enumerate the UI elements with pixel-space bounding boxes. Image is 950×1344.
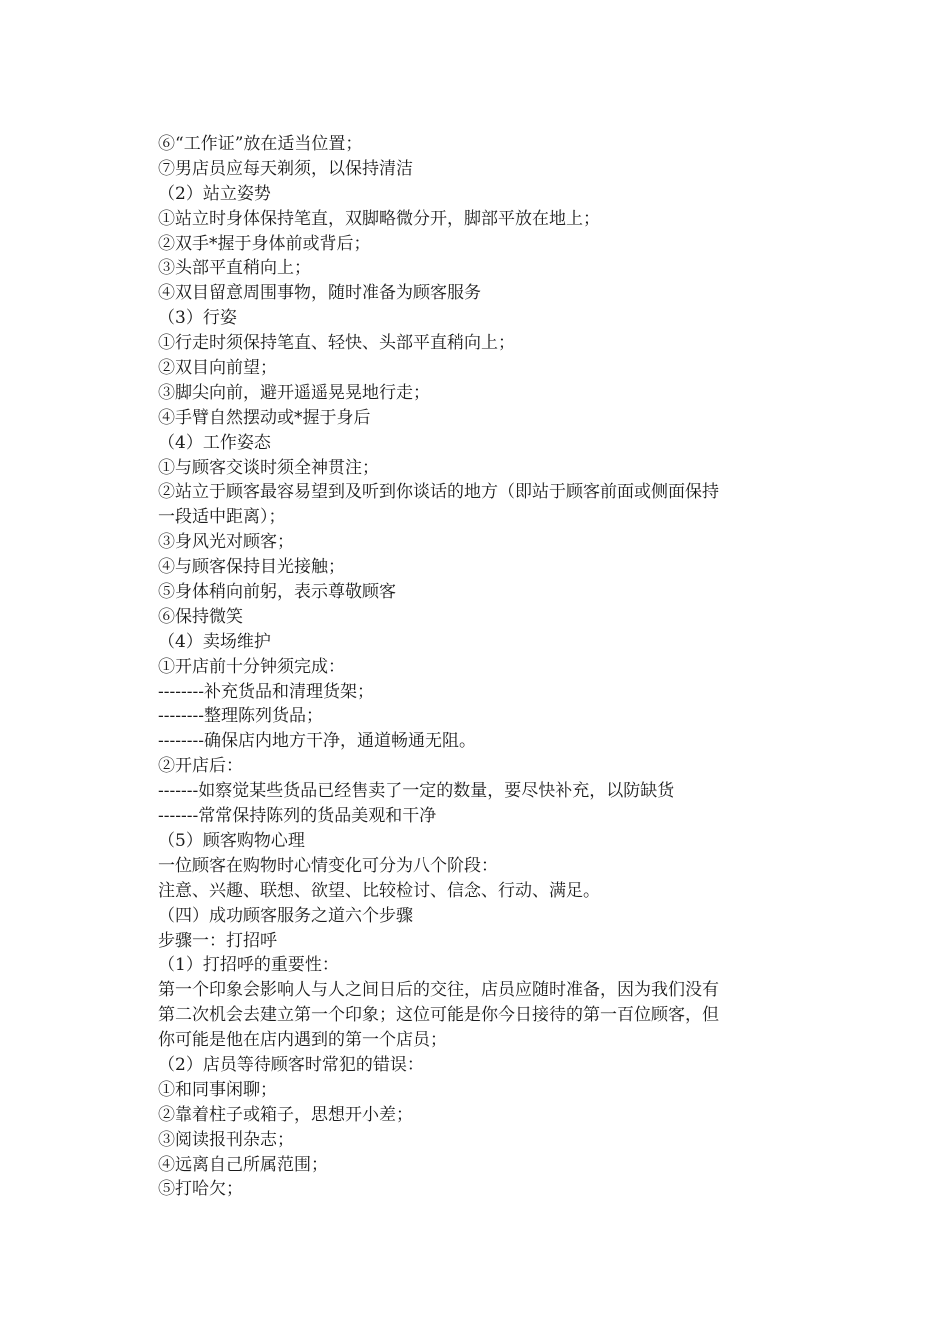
text-line: 步骤一：打招呼: [158, 930, 277, 951]
text-line: ⑤打哈欠；: [158, 1179, 243, 1200]
text-line: ③身风光对顾客；: [158, 532, 294, 553]
text-line: ②双手*握于身体前或背后；: [158, 233, 371, 254]
text-line: 注意、兴趣、联想、欲望、比较检讨、信念、行动、满足。: [158, 880, 600, 901]
text-line: ⑥保持微笑: [158, 606, 243, 627]
text-line: -------常常保持陈列的货品美观和干净: [158, 806, 437, 827]
text-line: ⑥“工作证”放在适当位置；: [158, 134, 363, 154]
text-line: ③头部平直稍向上；: [158, 258, 311, 279]
text-line: 一位顾客在购物时心情变化可分为八个阶段：: [158, 855, 498, 876]
text-line: ④双目留意周围事物，随时准备为顾客服务: [158, 283, 481, 304]
section-heading: （3）行姿: [158, 308, 237, 329]
document-body: [158, 132, 798, 1202]
text-line: --------补充货品和清理货架；: [158, 681, 374, 702]
text-line: -------如察觉某些货品已经售卖了一定的数量，要尽快补充，以防缺货: [158, 781, 675, 802]
text-line: ①和同事闲聊；: [158, 1079, 277, 1100]
text-line: ③脚尖向前，避开遥遥晃晃地行走；: [158, 382, 430, 403]
text-line: --------确保店内地方干净，通道畅通无阻。: [158, 731, 476, 752]
text-line: ①开店前十分钟须完成：: [158, 656, 345, 677]
text-line: ①站立时身体保持笔直，双脚略微分开，脚部平放在地上；: [158, 208, 600, 229]
text-line: ①与顾客交谈时须全神贯注；: [158, 457, 379, 478]
text-line: ④与顾客保持目光接触；: [158, 557, 345, 578]
text-line: 第一个印象会影响人与人之间日后的交往，店员应随时准备，因为我们没有: [158, 980, 719, 1001]
section-heading: （2）站立姿势: [158, 183, 271, 204]
text-line: ④远离自己所属范围；: [158, 1154, 328, 1175]
text-line: ②开店后：: [158, 756, 243, 777]
text-line: ⑤身体稍向前躬，表示尊敬顾客: [158, 582, 396, 603]
section-heading: （5）顾客购物心理: [158, 830, 305, 851]
text-line: ④手臂自然摆动或*握于身后: [158, 407, 371, 428]
section-heading: （4）卖场维护: [158, 631, 271, 652]
text-line: ③阅读报刊杂志；: [158, 1129, 294, 1150]
text-line: ②双目向前望；: [158, 358, 277, 379]
section-heading: （2）店员等待顾客时常犯的错误：: [158, 1054, 424, 1075]
text-line: ②靠着柱子或箱子，思想开小差；: [158, 1104, 413, 1125]
text-line: --------整理陈列货品；: [158, 706, 323, 727]
section-heading: （1）打招呼的重要性：: [158, 955, 339, 976]
text-line: ②站立于顾客最容易望到及听到你谈话的地方（即站于顾客前面或侧面保持: [158, 482, 719, 503]
text-line: 你可能是他在店内遇到的第一个店员；: [158, 1030, 447, 1051]
text-line: 一段适中距离）；: [158, 507, 286, 528]
text-line: 第二次机会去建立第一个印象；这位可能是你今日接待的第一百位顾客，但: [158, 1005, 719, 1026]
section-heading: （4）工作姿态: [158, 432, 271, 453]
text-line: ①行走时须保持笔直、轻快、头部平直稍向上；: [158, 333, 515, 354]
text-line: ⑦男店员应每天剃须，以保持清洁: [158, 158, 413, 179]
section-heading: （四）成功顾客服务之道六个步骤: [158, 905, 413, 926]
